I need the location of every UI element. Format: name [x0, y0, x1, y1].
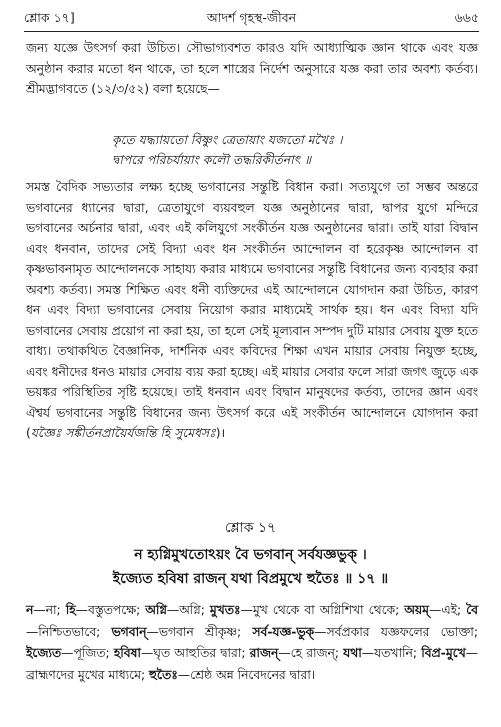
synonym-meaning: শ্রেষ্ঠ অন্ন নিবেদনের দ্বারা। — [190, 667, 316, 682]
paragraph-purport — [26, 177, 478, 444]
synonym-meaning: হে রাজন্; — [290, 646, 344, 660]
header-verse-ref: শ্লোক ১৭] — [24, 10, 75, 25]
synonym-meaning: এই; — [441, 603, 467, 617]
synonym-meaning: অগ্নি; — [179, 603, 210, 617]
synonym-word: হুতৈঃ — [149, 667, 178, 682]
synonym-meaning: নিশ্চিতভাবে; — [38, 624, 112, 639]
page-header — [24, 8, 479, 28]
synonym-meaning: পূজিত; — [73, 646, 114, 660]
synonym-word: অগ্নি — [145, 603, 167, 617]
synonym-dash: — — [314, 624, 327, 639]
synonym-dash: — — [146, 624, 159, 639]
synonym-dash: — — [177, 667, 191, 682]
synonym-dash: — — [465, 646, 478, 660]
paragraph-intro: জন্য যজ্ঞে উৎসর্গ করা উচিত। সৌভাগ্যবশত কারও যদি আধ্যাত্মিক জ্ঞান থাকে এবং যজ্ঞ অনুষ্ঠান করার মতো ধন থাকে, তা হলে শাস্ত্রের নির্দেশ অনুসারে যজ্ঞ করা তার অবশ্য কর্তব্য। শ্রীমদ্ভাগবতে (১২/৩/৫২) বলা হয়েছে— — [26, 41, 478, 96]
synonym-dash: — — [278, 646, 291, 660]
header-chapter-title: আদর্শ গৃহস্থ-জীবন — [206, 10, 297, 25]
synonym-word: মুখতঃ — [209, 603, 241, 617]
synonym-word: বিপ্র-মুখে — [421, 646, 466, 660]
quoted-verse-line-2: দ্বাপরে পরিচর্যায়াং কলৌ তদ্ধরিকীর্তনাৎ ॥ — [112, 153, 312, 167]
synonym-word: হি — [65, 603, 76, 617]
sloka-line-2: ইজ্যেত হবিষা রাজন্ যথা বিপ্রমুখে হুতৈঃ ॥ ১৭ ॥ — [112, 571, 389, 587]
synonym-meaning: বস্তুতপক্ষে; — [87, 603, 146, 617]
synonym-dash: — — [75, 603, 88, 617]
sloka-line-1: ন হ্যগ্নিমুখতোঽয়ং বৈ ভগবান্ সর্বযজ্ঞভুক্ । — [134, 547, 367, 563]
purport-inline-quote: যজ্ঞৈঃ সঙ্কীর্তনপ্রায়ৈর্যজন্তি হি সুমেধসঃ — [30, 426, 216, 440]
synonym-word: ভগবান্ — [111, 624, 147, 639]
synonym-word: বৈ — [466, 603, 478, 617]
synonym-dash: — — [428, 603, 442, 617]
synonym-word: যথা — [343, 646, 362, 660]
synonym-meaning: না; — [45, 603, 66, 617]
header-page-number: ৬৬৫ — [454, 10, 479, 25]
purport-end: )। — [215, 426, 226, 440]
synonym-dash: — — [141, 646, 154, 660]
synonym-dash: — — [166, 603, 180, 617]
quoted-verse — [112, 130, 442, 170]
synonym-meaning: যতখানি; — [374, 646, 422, 660]
synonym-word: সর্ব-যজ্ঞ-ভুক্ — [252, 624, 315, 639]
synonym-dash: — — [61, 646, 74, 660]
quoted-verse-line-1: কৃতে যদ্ধ্যায়তো বিষ্ণুং ত্রেতায়াং যজতো মখৈঃ । — [112, 133, 343, 147]
header-divider — [24, 31, 479, 32]
synonym-dash: — — [26, 624, 39, 639]
purport-text: সমস্ত বৈদিক সভ্যতার লক্ষ্য হচ্ছে ভগবানের সন্তুষ্টি বিধান করা। সত্যযুগে তা সম্ভব অন্তরে ভগবানের ধ্যানের দ্বারা, ত্রেতাযুগে ব্যয়বহুল যজ্ঞ অনুষ্ঠানের দ্বারা, দ্বাপর যুগে মন্দিরে ভগবানের অর্চনার দ্বারা, এবং এই কলিযুগে সংকীর্তন যজ্ঞ অনুষ্ঠানের দ্বারা। তাই যারা বিদ্বান এবং ধনবান, তাদের সেই বিদ্যা এবং ধন সংকীর্তন আন্দোলন বা হরেকৃষ্ণ আন্দোলন বা কৃষ্ণভাবনামৃত আন্দোলনকে সাহায্য করার মাধ্যমে ভগবানের সন্তুষ্টি বিধানের জন্য ব্যবহার করা অবশ্য কর্তব্য। সমস্ত শিক্ষিত এবং ধনী ব্যক্তিদের এই আন্দোলনে যোগদান করা উচিত, কারণ ধন এবং বিদ্যা ভগবানের সেবায় নিয়োগ করার মাধ্যমেই সার্থক হয়। ধন এবং বিদ্যা যদি ভগবানের সেবায় প্রয়োগ না করা হয়, তা হলে সেই মূল্যবান সম্পদ দুটি মায়ার সেবায় যুক্ত হতে বাধ্য। তথাকথিত বৈজ্ঞানিক, দার্শনিক এবং কবিদের শিক্ষা এখন মায়ার সেবায় নিযুক্ত হচ্ছে, এবং ধনীদের ধনও মায়ার সেবায় ব্যয় করা হচ্ছে। এই মায়ার সেবার ফলে সারা জগৎ জুড়ে এক ভয়ঙ্কর পরিস্থিতির সৃষ্টি হয়েছে। তাই ধনবান এবং বিদ্বান মানুষদের কর্তব্য, তাদের জ্ঞান এবং ঐশ্বর্য ভগবানের সন্তুষ্টি বিধানের জন্য উৎসর্গ করে এই সংকীর্তন আন্দোলনে যোগদান করা ( — [26, 180, 478, 440]
synonym-word: হবিষা — [113, 646, 141, 660]
synonym-meaning: মুখ থেকে বা অগ্নিশিখা থেকে; — [252, 603, 405, 617]
synonym-word: রাজন্ — [249, 646, 279, 660]
synonym-meaning: ঘৃত আহুতির দ্বারা; — [153, 646, 250, 660]
synonym-dash: — — [240, 603, 253, 617]
sloka-heading: শ্লোক ১৭ — [224, 520, 277, 536]
synonym-word: অয়ম্ — [404, 603, 429, 617]
synonym-meaning: ব্রাহ্মণদের মুখের মাধ্যমে; — [26, 667, 150, 682]
synonym-dash: — — [361, 646, 375, 660]
synonym-word: ন — [26, 603, 34, 617]
synonyms-paragraph — [26, 600, 478, 686]
synonym-word: ইজ্যেত — [26, 646, 62, 660]
synonym-meaning: সর্বপ্রকার যজ্ঞফলের ভোক্তা; — [326, 624, 478, 639]
synonym-dash: — — [33, 603, 46, 617]
synonym-meaning: ভগবান শ্রীকৃষ্ণ; — [158, 624, 253, 639]
